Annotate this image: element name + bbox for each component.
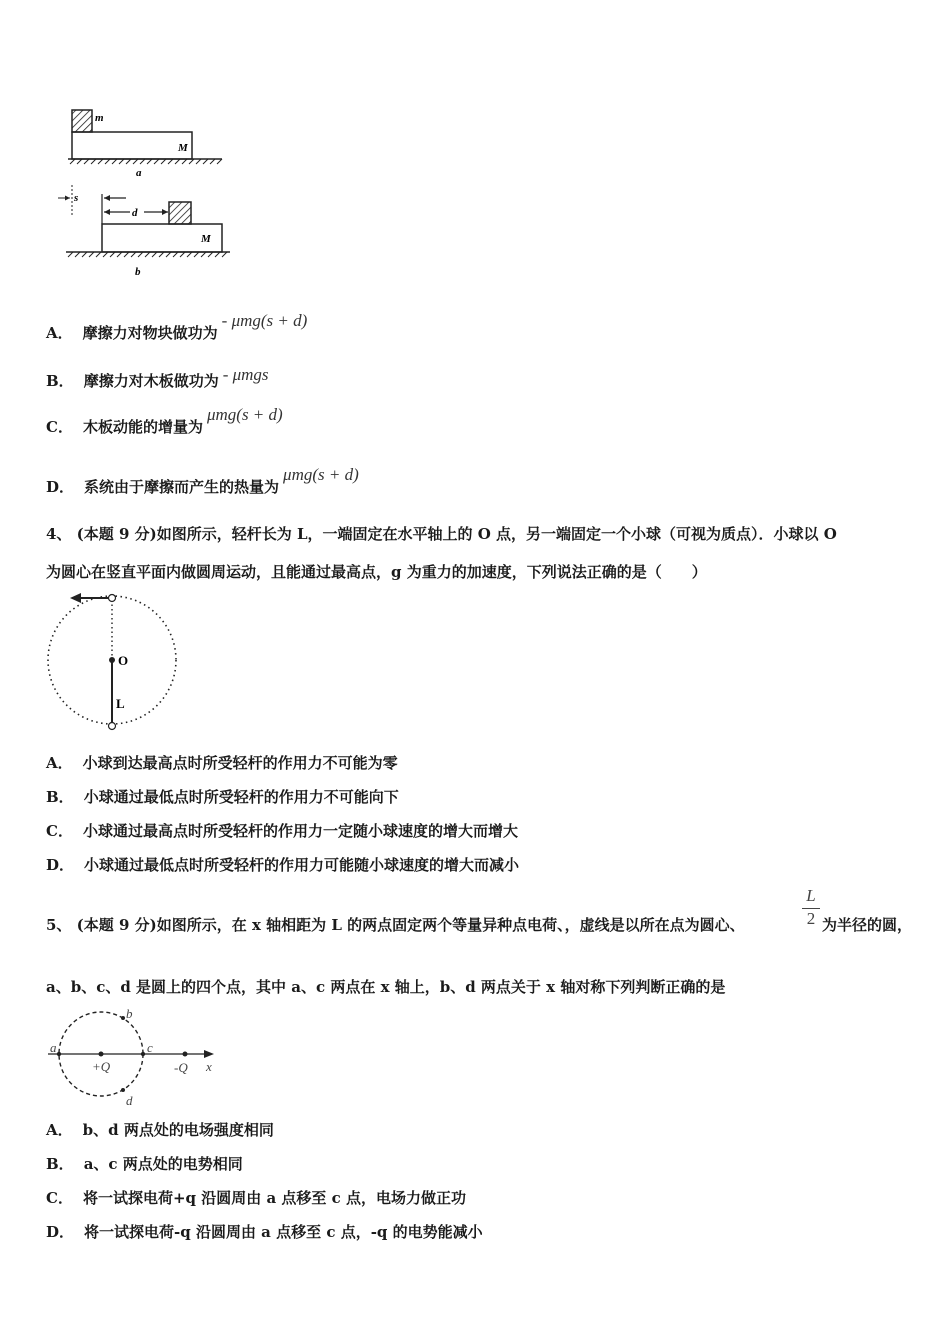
- fig1-label-m: m: [95, 112, 104, 124]
- board-M-top: [72, 132, 192, 159]
- q3-option-a[interactable]: [46, 311, 308, 343]
- fig-label-O: O: [118, 653, 129, 668]
- point-a: [57, 1052, 61, 1056]
- q4-option-c[interactable]: [46, 820, 518, 841]
- q3-option-c-formula: μmg(s + d): [206, 405, 283, 424]
- q5-option-b[interactable]: [46, 1153, 243, 1174]
- q5-option-d-label: D．: [46, 1223, 75, 1241]
- point-d: [121, 1088, 125, 1092]
- q4-option-b-text: 小球通过最低点时所受轻杆的作用力不可能向下: [83, 788, 399, 806]
- q3-option-d-label: D．: [46, 478, 75, 496]
- q5-option-c-label: C．: [46, 1189, 73, 1207]
- fig1-label-b: b: [135, 266, 141, 278]
- q4-stem-line1: 4、 (本题 9 分)如图所示，轻杆长为 L，一端固定在水平轴上的 O 点，另一端固定一个小球（可视为质点）．小球以 O: [46, 525, 837, 543]
- q5-option-d[interactable]: [46, 1221, 483, 1242]
- q4-option-a-text: 小球到达最高点时所受轻杆的作用力不可能为零: [82, 754, 398, 772]
- q3-option-a-text: 摩擦力对物块做功为: [82, 324, 218, 342]
- charges-figure: [40, 1008, 230, 1110]
- q3-option-b-text: 摩擦力对木板做功为: [83, 372, 219, 390]
- q5-option-b-text: a、c 两点处的电势相同: [83, 1155, 243, 1173]
- q4-option-b-label: B．: [46, 788, 74, 806]
- fig-label-x: x: [206, 1059, 212, 1074]
- fig1-label-a: a: [136, 167, 142, 179]
- q3-option-d-formula: μmg(s + d): [283, 465, 359, 484]
- q5-option-d-text: 将一试探电荷-q 沿圆周由 a 点移至 c 点，-q 的电势能减小: [84, 1223, 483, 1241]
- fig1-label-s: s: [74, 192, 79, 204]
- fig-label-d: d: [126, 1093, 133, 1108]
- q5-fraction-numerator: L: [806, 886, 816, 905]
- q3-option-b-label: B．: [46, 372, 74, 390]
- q5-option-a-text: b、d 两点处的电场强度相同: [82, 1121, 274, 1139]
- q4-option-d[interactable]: [46, 854, 519, 875]
- q4-stem-line2: 为圆心在竖直平面内做圆周运动，且能通过最高点，g 为重力的加速度，下列说法正确的是（ ）: [46, 563, 707, 581]
- q4-option-d-text: 小球通过最低点时所受轻杆的作用力可能随小球速度的增大而减小: [84, 856, 520, 874]
- point-c: [141, 1052, 145, 1056]
- q3-option-b[interactable]: [46, 365, 269, 391]
- q5-stem-line1: [46, 914, 745, 935]
- block-board-figure: [50, 100, 250, 285]
- block-m-bottom: [169, 202, 191, 224]
- fig1-label-d: d: [132, 207, 138, 219]
- q3-option-d-text: 系统由于摩擦而产生的热量为: [84, 478, 280, 496]
- q3-option-c-label: C．: [46, 418, 73, 436]
- fig-label-L: L: [116, 696, 125, 711]
- q3-option-a-formula: - μmg(s + d): [221, 311, 308, 330]
- fig1-label-M-top: M: [178, 142, 188, 154]
- q3-option-b-formula: - μmgs: [222, 365, 269, 384]
- q5-option-c-text: 将一试探电荷+q 沿圆周由 a 点移至 c 点，电场力做正功: [82, 1189, 466, 1207]
- q5-fraction-denominator: 2: [806, 909, 816, 928]
- q3-option-c-text: 木板动能的增量为: [82, 418, 203, 436]
- q5-option-a[interactable]: [46, 1119, 274, 1140]
- q5-stem-line1-a: 5、 (本题 9 分)如图所示，在 x 轴相距为 L 的两点固定两个等量异种点电荷、，虚线是以所在点为圆心、: [46, 916, 745, 934]
- rotating-rod-figure: [40, 588, 190, 738]
- charge-plus-Q: [99, 1052, 104, 1057]
- pivot-O: [109, 657, 115, 663]
- q4-option-a[interactable]: [46, 752, 398, 773]
- fig-label-minus-Q: -Q: [174, 1060, 188, 1075]
- q5-option-c[interactable]: [46, 1187, 466, 1208]
- q4-option-b[interactable]: [46, 786, 399, 807]
- fig1-label-M-bottom: M: [201, 233, 211, 245]
- q5-fraction: [800, 886, 822, 929]
- q5-stem-line1-b: 为半径的圆，: [822, 916, 913, 934]
- q3-option-c[interactable]: [46, 405, 283, 437]
- q4-option-c-label: C．: [46, 822, 73, 840]
- q4-option-d-label: D．: [46, 856, 75, 874]
- fig-label-plus-Q: +Q: [92, 1059, 111, 1074]
- block-m-top: [72, 110, 92, 132]
- point-b: [121, 1016, 125, 1020]
- fig-label-a: a: [50, 1040, 57, 1055]
- q4-option-c-text: 小球通过最高点时所受轻杆的作用力一定随小球速度的增大而增大: [82, 822, 518, 840]
- ball-top: [109, 595, 116, 602]
- charge-minus-Q: [183, 1052, 188, 1057]
- q3-option-a-label: A．: [46, 324, 73, 342]
- x-axis-arrow: [204, 1050, 214, 1058]
- fig-label-c: c: [147, 1040, 153, 1055]
- ball-bottom: [109, 723, 116, 730]
- q5-option-b-label: B．: [46, 1155, 74, 1173]
- fig-label-b: b: [126, 1008, 133, 1021]
- q5-option-a-label: A．: [46, 1121, 73, 1139]
- velocity-arrow-head: [70, 593, 81, 603]
- q4-option-a-label: A．: [46, 754, 73, 772]
- q3-option-d[interactable]: [46, 465, 359, 497]
- q5-stem-line2: a、b、c、d 是圆上的四个点，其中 a、c 两点在 x 轴上，b、d 两点关于 x 轴对称下列判断正确的是: [46, 978, 726, 996]
